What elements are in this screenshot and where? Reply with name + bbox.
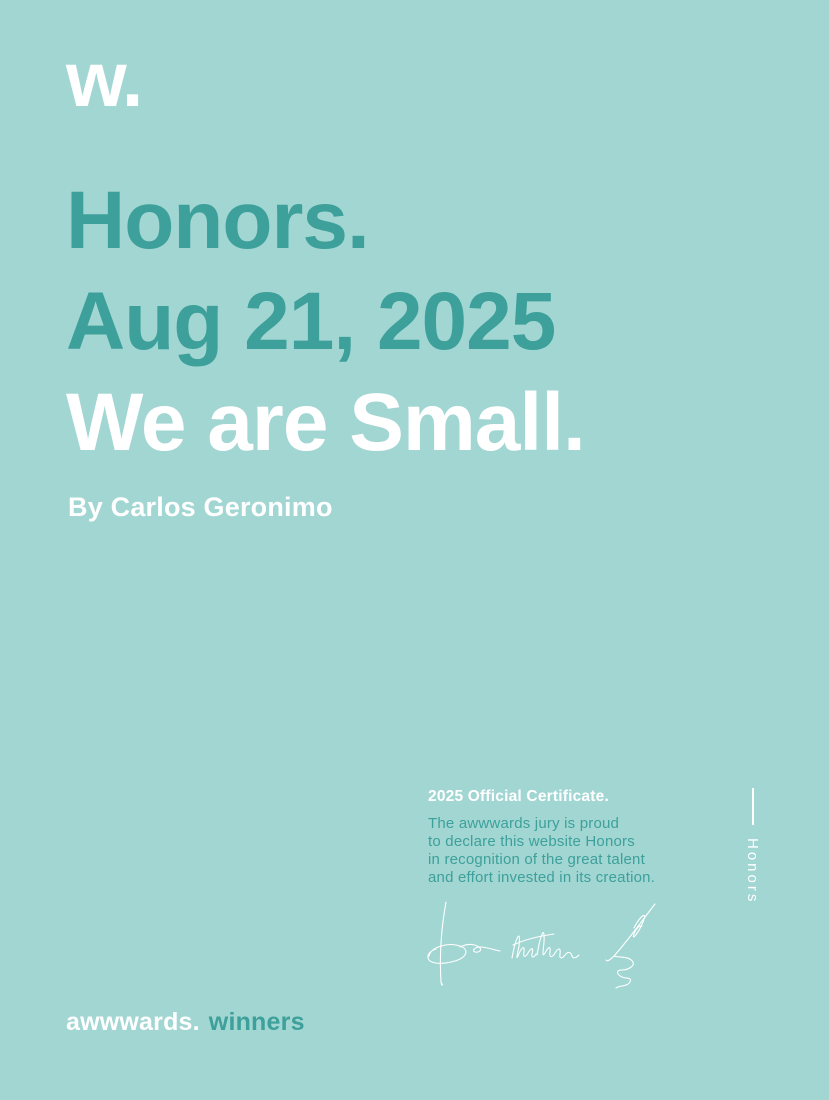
jury-signature-2 bbox=[512, 933, 579, 958]
awwwards-wordmark: awwwards. bbox=[66, 1008, 200, 1036]
certificate-body-line: to declare this website Honors bbox=[428, 833, 635, 850]
awwwards-w-logo: w. bbox=[66, 35, 142, 123]
certificate-block bbox=[428, 788, 688, 887]
jury-signature-1 bbox=[428, 902, 500, 985]
jury-signatures bbox=[424, 898, 659, 993]
vertical-honors-label: Honors bbox=[744, 838, 761, 905]
certificate-title: 2025 Official Certificate. bbox=[428, 788, 609, 805]
certificate-body-line: The awwwards jury is proud bbox=[428, 815, 620, 832]
website-name: We are Small. bbox=[66, 377, 585, 468]
certificate-body-line: and effort invested in its creation. bbox=[428, 869, 656, 886]
jury-signature-3 bbox=[606, 904, 655, 988]
author-byline: By Carlos Geronimo bbox=[68, 492, 333, 522]
vertical-rule bbox=[752, 788, 754, 825]
award-date: Aug 21, 2025 bbox=[66, 276, 556, 367]
certificate-body bbox=[428, 815, 688, 887]
certificate-body-line: in recognition of the great talent bbox=[428, 851, 645, 868]
award-level-title: Honors. bbox=[66, 175, 369, 266]
winners-wordmark: winners bbox=[208, 1008, 305, 1036]
footer-brand bbox=[66, 1008, 305, 1037]
headline-block bbox=[66, 170, 585, 473]
